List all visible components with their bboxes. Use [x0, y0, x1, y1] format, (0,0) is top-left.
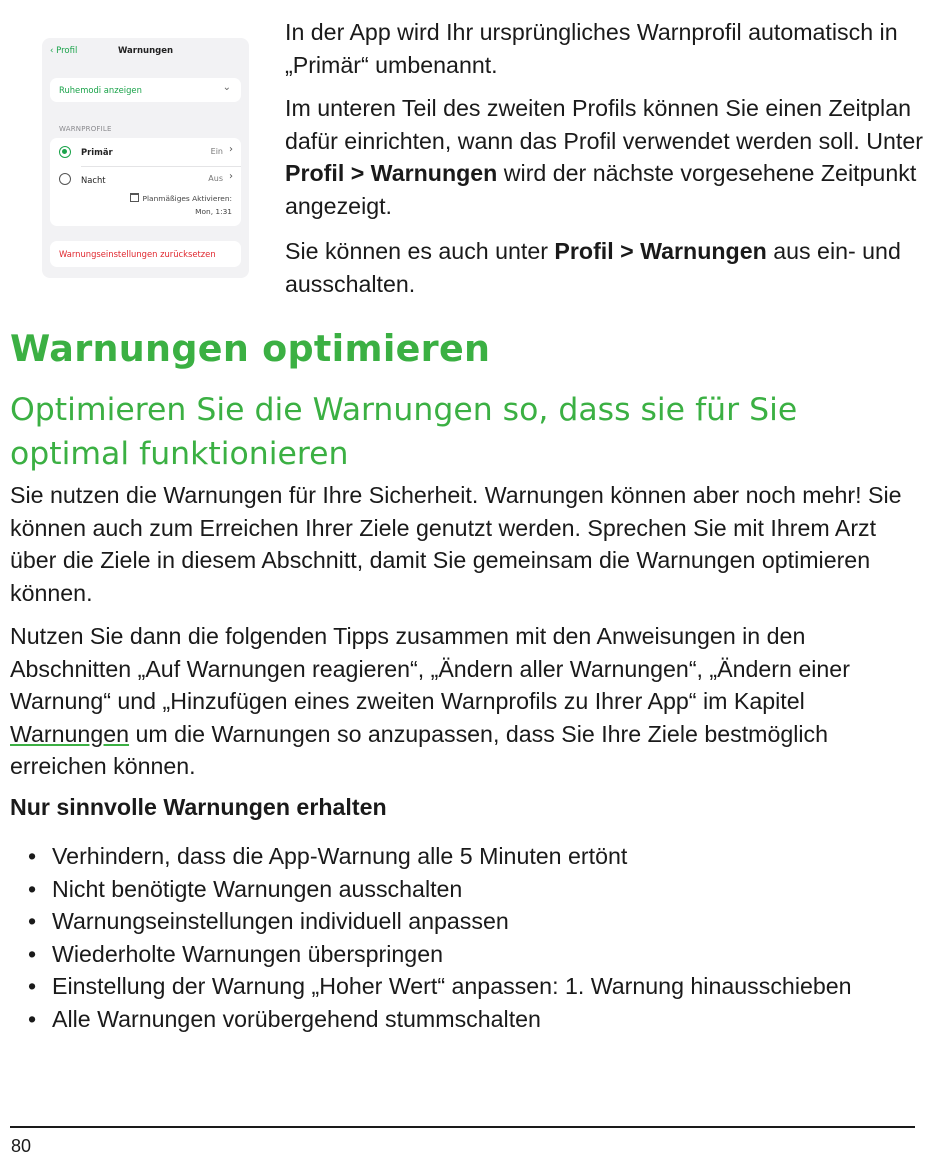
list-item-text: Einstellung der Warnung „Hoher Wert“ anpassen: 1. Warnung hinausschieben: [52, 973, 852, 999]
list-item: [10, 1003, 852, 1036]
list-item-text: Nicht benötigte Warnungen ausschalten: [52, 875, 463, 902]
quiet-modes-dropdown[interactable]: [50, 78, 241, 102]
list-item: [10, 873, 852, 906]
tips-list: [10, 840, 852, 1035]
section-heading: Warnungen optimieren: [10, 327, 491, 370]
profile-name: Primär: [81, 147, 113, 157]
back-label: Profil: [56, 46, 78, 56]
bullet-icon: •: [28, 908, 37, 934]
chevron-right-icon: ›: [229, 144, 233, 155]
list-item-text: Alle Warnungen vorübergehend stummschalten: [52, 1005, 541, 1032]
schedule-info: [130, 192, 232, 218]
text-span: Nutzen Sie dann die folgenden Tipps zusammen mit den Anweisungen in den Abschnitten „Auf Warnungen reagieren“, „Ändern aller Warnungen“, „Ändern einer Warnung“ und „Hinzufügen eines zweiten Warnprofils zu Ihrer App“ im Kapitel: [10, 623, 850, 714]
section-label: WARNPROFILE: [59, 125, 112, 133]
back-button[interactable]: ‹ Profil: [50, 46, 78, 56]
intro-paragraph-3: [285, 235, 925, 300]
intro-paragraph-2: [285, 92, 925, 222]
list-item: [10, 840, 852, 873]
bullet-icon: •: [28, 973, 37, 999]
radio-selected-icon[interactable]: [59, 146, 71, 158]
text-span: wird der nächste vorgesehene Zeitpunkt angezeigt.: [285, 160, 917, 219]
list-item: [10, 905, 852, 938]
profile-status: Ein: [210, 147, 223, 156]
profile-name: Nacht: [81, 175, 106, 185]
body-paragraph-1: Sie nutzen die Warnungen für Ihre Sicherheit. Warnungen können aber noch mehr! Sie können auch zum Erreichen Ihrer Ziele genutzt werden. Sprechen Sie mit Ihrem Arzt über die Ziele in diesem Abschnitt, damit Sie gemeinsam die Warnungen optimieren können.: [10, 482, 902, 606]
intro-paragraph-1: In der App wird Ihr ursprüngliches Warnprofil automatisch in „Primär“ umbenannt.: [285, 19, 898, 78]
menu-path: Profil > Warnungen: [285, 160, 498, 186]
bullet-icon: •: [28, 843, 37, 869]
reset-settings-button[interactable]: [50, 241, 241, 267]
chapter-link[interactable]: Warnungen: [10, 720, 130, 747]
schedule-time: Mon, 1:31: [195, 207, 232, 216]
menu-path: Profil > Warnungen: [554, 238, 767, 264]
text-span: Sie können es auch unter: [285, 238, 555, 264]
list-item: [10, 970, 852, 1003]
dropdown-label: Ruhemodi anzeigen: [59, 85, 142, 95]
radio-unselected-icon[interactable]: [59, 173, 71, 185]
bullet-icon: •: [28, 1005, 37, 1032]
page-number: 80: [11, 1136, 32, 1156]
bullet-icon: •: [28, 875, 37, 902]
text-span: Im unteren Teil des zweiten Profils können Sie einen Zeitplan dafür einrichten, wann das Profil verwendet werden soll. Unter: [285, 95, 923, 154]
bullet-icon: •: [28, 940, 37, 967]
app-screenshot: [42, 38, 249, 278]
footer-divider: [10, 1126, 915, 1128]
profile-status: Aus: [208, 174, 223, 183]
body-paragraph-2: [10, 620, 925, 783]
list-item: [10, 938, 852, 971]
section-subheading: Optimieren Sie die Warnungen so, dass sie für Sie optimal funktionieren: [10, 392, 798, 472]
profile-row-primary[interactable]: [50, 138, 241, 166]
list-item-text: Verhindern, dass die App-Warnung alle 5 Minuten ertönt: [52, 843, 628, 869]
schedule-label: Planmäßiges Aktivieren:: [142, 194, 232, 203]
chevron-right-icon: ›: [229, 171, 233, 182]
app-screen-title: Warnungen: [117, 46, 174, 56]
profile-row-night[interactable]: [50, 167, 241, 226]
list-item-text: Wiederholte Warnungen überspringen: [52, 940, 443, 967]
app-nav-bar: [42, 46, 249, 60]
reset-label: Warnungseinstellungen zurücksetzen: [59, 249, 216, 259]
chevron-down-icon: ⌄: [222, 82, 231, 93]
list-item-text: Warnungseinstellungen individuell anpassen: [52, 908, 509, 934]
text-span: aus ein- und ausschalten.: [285, 238, 901, 297]
profile-list: [50, 138, 241, 226]
text-span: um die Warnungen so anzupassen, dass Sie Ihre Ziele bestmöglich erreichen können.: [10, 720, 829, 779]
calendar-icon: [130, 193, 139, 202]
tips-heading: Nur sinnvolle Warnungen erhalten: [10, 794, 387, 820]
